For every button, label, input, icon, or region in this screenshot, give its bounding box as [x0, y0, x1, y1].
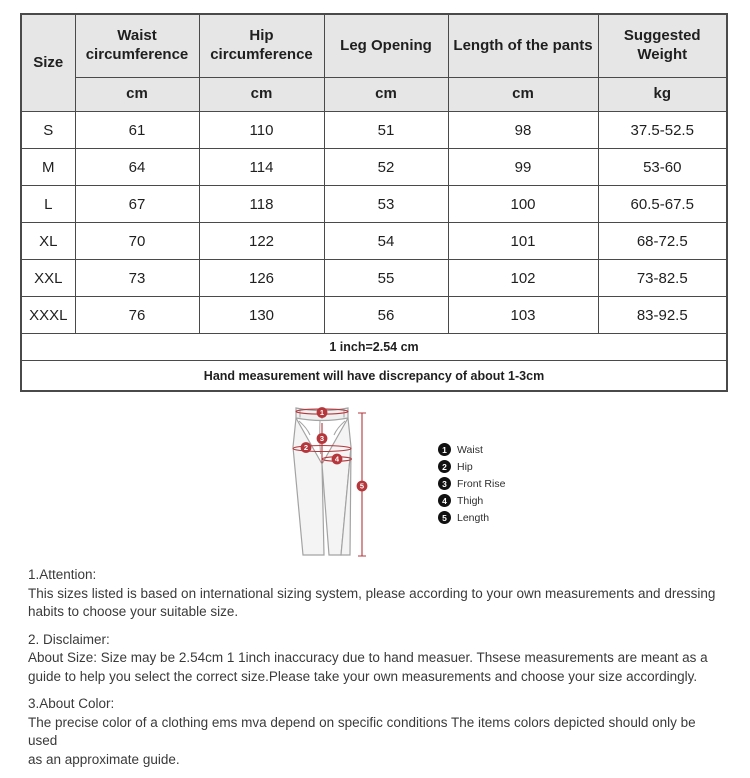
cell-length: 103 — [448, 297, 598, 334]
cell-waist: 73 — [75, 260, 199, 297]
cell-waist: 67 — [75, 186, 199, 223]
table-row-m — [21, 149, 727, 186]
unit-length: cm — [448, 78, 598, 112]
table-header-row — [21, 14, 727, 78]
note-inch-conversion: 1 inch=2.54 cm — [21, 334, 727, 361]
cell-size: L — [21, 186, 75, 223]
legend-label: Front Rise — [457, 477, 506, 490]
unit-hip: cm — [199, 78, 324, 112]
cell-size: S — [21, 112, 75, 149]
cell-hip: 122 — [199, 223, 324, 260]
cell-leg-opening: 56 — [324, 297, 448, 334]
marker-4: 4 — [334, 454, 340, 464]
legend-item-front-rise — [438, 477, 505, 490]
cell-leg-opening: 54 — [324, 223, 448, 260]
unit-leg-opening: cm — [324, 78, 448, 112]
note-row-discrepancy — [21, 361, 727, 392]
marker-5: 5 — [359, 481, 365, 491]
marker-1: 1 — [319, 408, 325, 418]
cell-weight: 83-92.5 — [598, 297, 727, 334]
info-section-attention — [28, 566, 718, 622]
cell-waist: 61 — [75, 112, 199, 149]
cell-waist: 64 — [75, 149, 199, 186]
cell-weight: 53-60 — [598, 149, 727, 186]
pants-figure — [282, 402, 382, 560]
table-row-xxl — [21, 260, 727, 297]
section-line: habits to choose your suitable size. — [28, 604, 239, 619]
section-heading: 3.About Color: — [28, 696, 115, 711]
legend-bullet-2: 2 — [438, 460, 451, 473]
cell-weight: 37.5-52.5 — [598, 112, 727, 149]
column-header-hip: Hip circumference — [199, 14, 324, 78]
cell-size: M — [21, 149, 75, 186]
table-row-xl — [21, 223, 727, 260]
note-hand-measurement: Hand measurement will have discrepancy of about 1-3cm — [21, 361, 727, 392]
cell-weight: 68-72.5 — [598, 223, 727, 260]
column-header-size: Size — [21, 14, 75, 112]
column-header-weight: Suggested Weight — [598, 14, 727, 78]
cell-weight: 60.5-67.5 — [598, 186, 727, 223]
section-line: About Size: Size may be 2.54cm 1 1inch inaccuracy due to hand measuer. Thsese measurements are meant as a — [28, 650, 708, 665]
cell-hip: 126 — [199, 260, 324, 297]
cell-waist: 76 — [75, 297, 199, 334]
cell-length: 102 — [448, 260, 598, 297]
legend-bullet-4: 4 — [438, 494, 451, 507]
legend-bullet-1: 1 — [438, 443, 451, 456]
legend-bullet-3: 3 — [438, 477, 451, 490]
cell-size: XXXL — [21, 297, 75, 334]
legend-item-waist — [438, 443, 505, 456]
column-header-length: Length of the pants — [448, 14, 598, 78]
legend-label: Waist — [457, 443, 483, 456]
cell-length: 98 — [448, 112, 598, 149]
section-line: The precise color of a clothing ems mva depend on specific conditions The items colors depicted should only be used — [28, 714, 707, 748]
section-line: This sizes listed is based on international sizing system, please according to your own measurements and dressing — [28, 585, 716, 601]
unit-waist: cm — [75, 78, 199, 112]
legend-item-hip — [438, 460, 505, 473]
column-header-waist: Waist circumference — [75, 14, 199, 78]
cell-waist: 70 — [75, 223, 199, 260]
note-row-inch — [21, 334, 727, 361]
marker-2: 2 — [303, 443, 309, 453]
section-heading: 2. Disclaimer: — [28, 631, 110, 647]
legend-item-length — [438, 511, 505, 524]
cell-hip: 110 — [199, 112, 324, 149]
cell-leg-opening: 51 — [324, 112, 448, 149]
cell-size: XL — [21, 223, 75, 260]
info-text — [28, 566, 718, 778]
cell-length: 101 — [448, 223, 598, 260]
legend-label: Hip — [457, 460, 473, 473]
cell-hip: 130 — [199, 297, 324, 334]
table-row-l — [21, 186, 727, 223]
cell-leg-opening: 55 — [324, 260, 448, 297]
info-section-about-color — [28, 695, 718, 769]
measurement-legend — [438, 443, 505, 528]
cell-leg-opening: 52 — [324, 149, 448, 186]
legend-label: Length — [457, 511, 490, 524]
table-row-s — [21, 112, 727, 149]
info-section-disclaimer — [28, 631, 718, 687]
section-line: guide to help you select the correct size.Please take your own measurements and choose your size accordingly. — [28, 668, 698, 684]
measurement-diagram — [0, 399, 750, 569]
size-chart-table — [20, 13, 728, 392]
cell-leg-opening: 53 — [324, 186, 448, 223]
unit-weight: kg — [598, 78, 727, 112]
section-line: as an approximate guide. — [28, 751, 180, 767]
legend-label: Thigh — [457, 494, 484, 507]
cell-hip: 114 — [199, 149, 324, 186]
table-row-xxxl — [21, 297, 727, 334]
cell-weight: 73-82.5 — [598, 260, 727, 297]
cell-length: 100 — [448, 186, 598, 223]
marker-3: 3 — [319, 434, 325, 444]
table-unit-row — [21, 78, 727, 112]
column-header-leg-opening: Leg Opening — [324, 14, 448, 78]
legend-bullet-5: 5 — [438, 511, 451, 524]
cell-hip: 118 — [199, 186, 324, 223]
cell-length: 99 — [448, 149, 598, 186]
legend-item-thigh — [438, 494, 505, 507]
cell-size: XXL — [21, 260, 75, 297]
section-heading: 1.Attention: — [28, 567, 97, 582]
size-chart — [20, 13, 728, 392]
